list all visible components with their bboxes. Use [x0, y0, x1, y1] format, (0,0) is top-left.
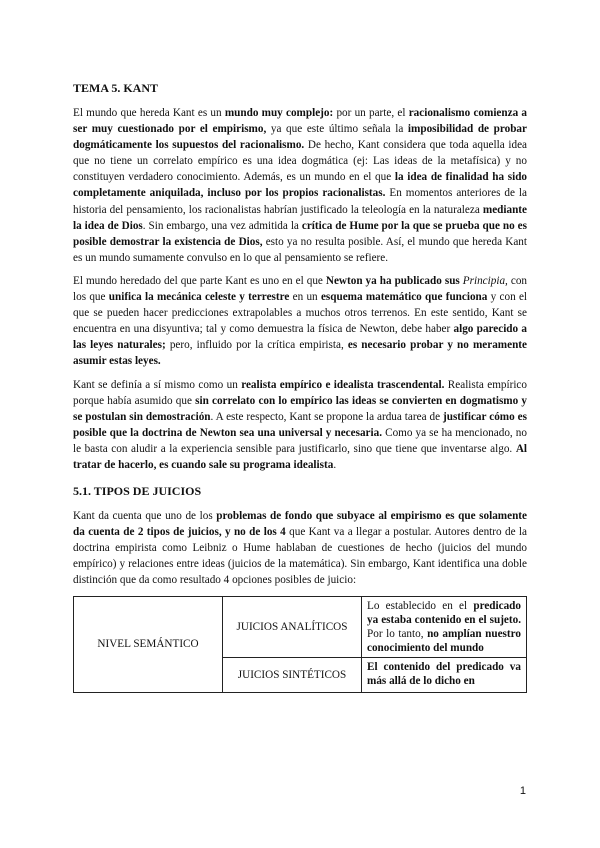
bold-text-run: predicado ya estaba contenido en el sujeto. [367, 599, 521, 626]
text-run: Por lo tanto, [367, 627, 428, 640]
bold-text-run: El contenido del predicado va más allá de lo dicho en [367, 660, 521, 687]
text-run: . Sin embargo, una vez admitida la [142, 219, 302, 232]
text-run: ya que este último señala la [266, 123, 408, 136]
bold-text-run: mundo muy complejo: [224, 107, 334, 119]
text-run: . A este respecto, Kant se propone la ardua tarea de [210, 410, 443, 423]
text-run: Lo establecido en el [367, 599, 474, 612]
bold-text-run: Al tratar de hacerlo, es cuando sale su programa idealista [73, 442, 527, 471]
bold-text-run: realista empírico e idealista trascendental. [241, 378, 445, 391]
bold-text-run: la idea de finalidad ha sido completamente aniquilada, incluso por los propios racionalistas. [73, 171, 528, 200]
text-run: . [333, 458, 337, 471]
paragraph-2 [73, 273, 527, 370]
paragraph-3 [73, 377, 527, 474]
text-run: Kant da cuenta que uno de los [73, 510, 217, 523]
table-row [74, 596, 527, 657]
text-run: Kant se definía a sí mismo como un [73, 378, 242, 391]
page-title: TEMA 5. KANT [73, 81, 159, 95]
bold-text-run: racionalismo comienza a ser muy cuestionado por el empirismo, [73, 107, 527, 136]
bold-text-run: Newton ya ha publicado sus [325, 274, 460, 287]
bold-text-run: es necesario probar y no meramente asumir estas leyes. [73, 339, 527, 368]
judgment-types-table [73, 596, 527, 693]
text-run: En momentos anteriores de la historia del pensamiento, los racionalistas habrían justificado la teleología en la naturaleza [73, 187, 527, 216]
text-run: que Kant va a llegar a postular. Autores dentro de la doctrina empirista como Leibniz o Hume hablaban de cuestiones de hecho (juicios del mundo empírico) y relaciones entre ideas (juicios de la matemática). Sin embargo, Kant identifica una doble distinción que da como resultado 4 opciones posibles de juicio: [73, 526, 527, 587]
bold-text-run: mediante la idea de Dios [73, 203, 527, 232]
analytic-description-cell [362, 596, 527, 657]
paragraph-4 [73, 508, 527, 588]
analytic-judgments-cell: JUICIOS ANALÍTICOS [223, 596, 362, 657]
italic-text-run: Principia, [462, 274, 508, 287]
bold-text-run: esquema matemático que funciona [320, 291, 488, 304]
section-title: 5.1. TIPOS DE JUICIOS [73, 484, 202, 499]
bold-text-run: no amplían nuestro conocimiento del mundo [367, 627, 521, 654]
bold-text-run: justificar cómo es posible que la doctrina de Newton sea una universal y necesaria. [73, 410, 527, 439]
text-run: De hecho, Kant considera que toda aquella idea que no tiene un correlato empírico es una idea dogmática (ej: Las ideas de la metafísica) y no constituyen verdadero conocimiento. Además, es un mundo en el que [73, 139, 527, 184]
bold-text-run: algo parecido a las leyes naturales; [73, 323, 527, 352]
bold-text-run: problemas de fondo que subyace al empirismo es que solamente da cuenta de 2 tipos de juicios, y no de los 4 [73, 510, 527, 539]
text-run: en un [289, 291, 321, 304]
text-run: con los que [73, 274, 528, 304]
text-run: Como ya se ha mencionado, no le basta con aludir a la experiencia sensible para justificarlo, sino que tiene que inventarse algo. [73, 426, 527, 455]
text-run: esto ya no resulta posible. Así, el mundo que hereda Kant es un mundo sumamente convulso en lo que al pensamiento se refiere. [73, 235, 527, 264]
text-run: El mundo heredado del que parte Kant es uno en el que [73, 274, 326, 287]
page-number: 1 [519, 785, 526, 797]
semantic-level-cell: NIVEL SEMÁNTICO [74, 596, 223, 692]
bold-text-run: imposibilidad de probar dogmáticamente los supuestos del racionalismo. [73, 123, 527, 152]
text-run: pero, influido por la crítica empirista, [165, 339, 348, 352]
text-run: El mundo que hereda Kant es un [73, 107, 225, 119]
bold-text-run: sin correlato con lo empírico las ideas se convierten en dogmatismo y se postulan sin demostración [73, 394, 528, 423]
text-run: Realista empírico porque había asumido que [73, 378, 527, 407]
bold-text-run: unifica la mecánica celeste y terrestre [108, 291, 290, 304]
bold-text-run: crítica de Hume por la que se prueba que no es posible demostrar la existencia de Dios, [73, 219, 528, 248]
synthetic-description-cell [362, 657, 527, 692]
paragraph-1 [73, 105, 527, 266]
text-run: y con el que se pueden hacer predicciones extrapolables a muchos otros terrenos. En este sentido, Kant se encuentra en una disyuntiva; tal y como demuestra la física de Newton, debe haber [73, 291, 528, 336]
synthetic-judgments-cell: JUICIOS SINTÉTICOS [223, 657, 362, 692]
page-content [73, 80, 527, 693]
text-run: por un parte, el [333, 107, 409, 119]
synthetic-description-text [367, 660, 521, 690]
